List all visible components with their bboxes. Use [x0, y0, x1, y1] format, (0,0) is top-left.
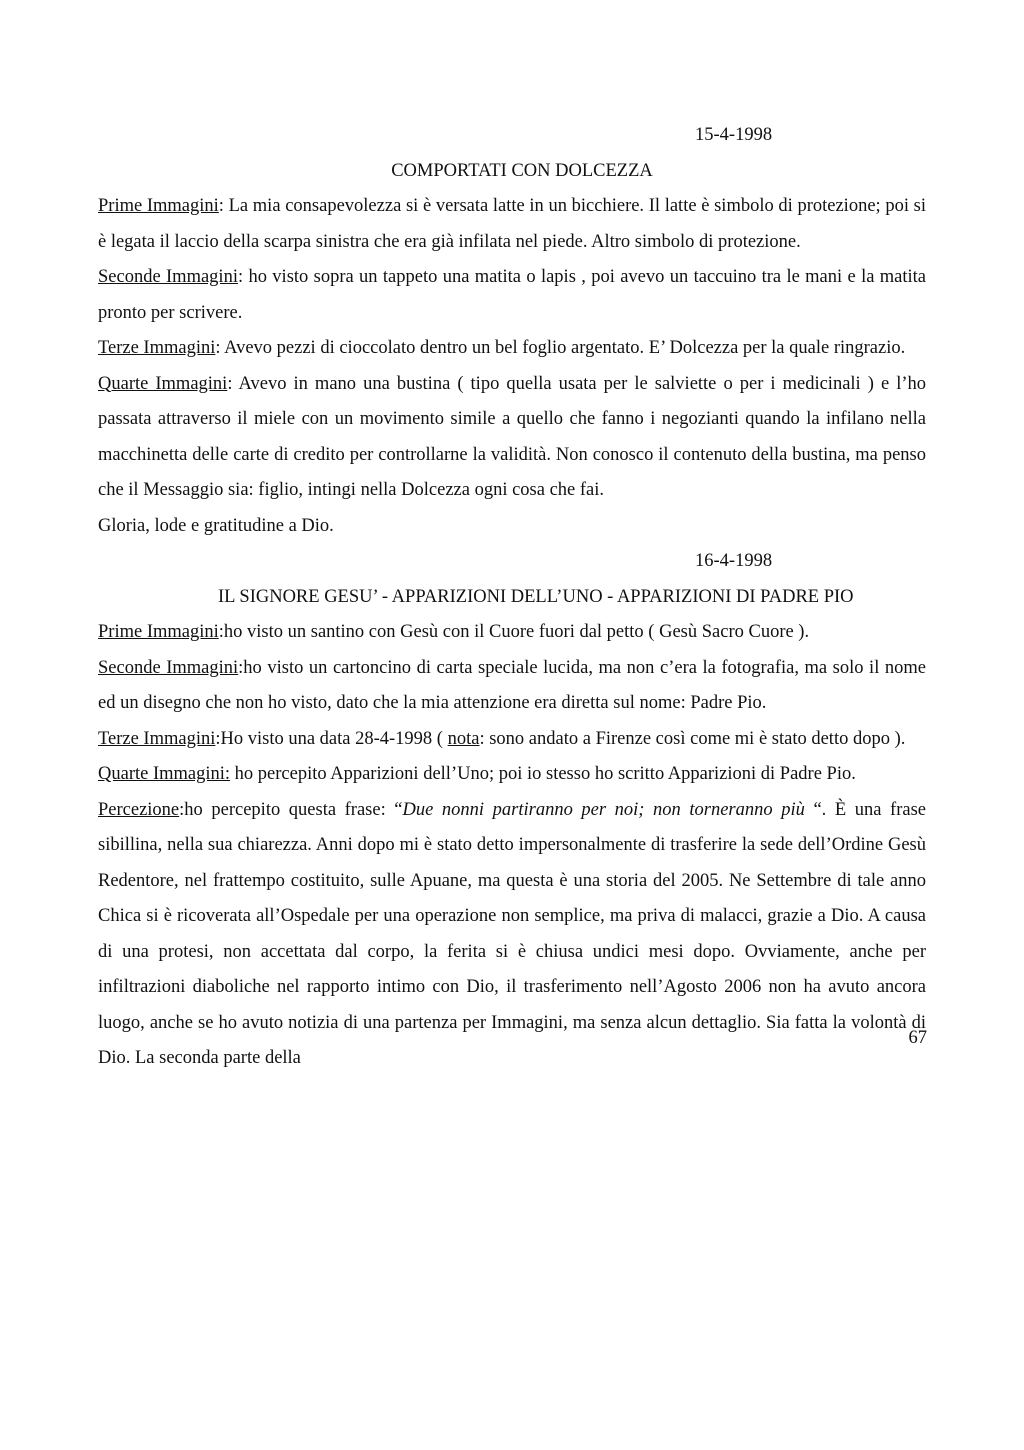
paragraph-terze-immagini [98, 722, 926, 758]
paragraph-seconde-immagini [98, 651, 926, 722]
entry-title: COMPORTATI CON DOLCEZZA [391, 160, 653, 181]
section-label: Terze Immagini [98, 728, 216, 749]
document-page [98, 118, 926, 1077]
section-label: Quarte Immagini [98, 373, 228, 394]
section-label: Prime Immagini [98, 622, 219, 642]
section-label: Terze Immagini [98, 338, 216, 358]
paragraph-text: : Avevo pezzi di cioccolato dentro un bel foglio argentato. E’ Dolcezza per la quale ringrazio. [215, 338, 906, 358]
entry-date: 15-4-1998 [695, 125, 773, 145]
paragraph-text: :ho percepito questa frase: “ [179, 799, 403, 820]
section-label: Quarte Immagini: [98, 764, 231, 784]
quoted-phrase: Due nonni partiranno per noi; non torneranno più [402, 799, 805, 820]
paragraph-text: ho percepito Apparizioni dell’Uno; poi io stesso ho scritto Apparizioni di Padre Pio. [230, 764, 856, 784]
page-number: 67 [908, 1028, 927, 1048]
entry-date: 16-4-1998 [695, 551, 773, 571]
note-label: nota [447, 728, 480, 749]
paragraph-quarte-immagini [98, 757, 926, 793]
section-label: Seconde Immagini [98, 657, 239, 678]
closing-line: Gloria, lode e gratitudine a Dio. [98, 515, 334, 536]
paragraph-prime-immagini [98, 615, 926, 651]
paragraph-text: :ho visto un cartoncino di carta speciale lucida, ma non c’era la fotografia, ma solo il nome ed un disegno che non ho visto, dato che la mia attenzione era diretta sul nome: Padre Pio. [98, 657, 926, 713]
paragraph-percezione [98, 793, 926, 1077]
paragraph-text: “. È una frase sibillina, nella sua chiarezza. Anni dopo mi è stato detto impersonalmente di trasferire la sede dell’Ordine Gesù Redentore, nel frattempo costituito, sulle Apuane, ma questa è una storia del 2005. Ne Settembre di tale anno Chica si è ricoverata all’Ospedale per una operazione non semplice, ma priva di malacci, grazie a Dio. A causa di una protesi, non accettata dal corpo, la ferita si è chiusa undici mesi dopo. Ovviamente, anche per infiltrazioni diaboliche nel rapporto intimo con Dio, il trasferimento nell’Agosto 2006 non ha avuto ancora luogo, anche se ho avuto notizia di una partenza per Immagini, ma senza alcun dettaglio. Sia fatta la volontà di Dio. La seconda parte della [98, 799, 926, 1068]
paragraph-terze-immagini [98, 331, 926, 367]
paragraph-text: : ho visto sopra un tappeto una matita o lapis , poi avevo un taccuino tra le mani e la matita pronto per scrivere. [98, 267, 927, 323]
section-label: Seconde Immagini [98, 267, 238, 287]
paragraph-text: :ho visto un santino con Gesù con il Cuore fuori dal petto ( Gesù Sacro Cuore ). [218, 622, 810, 642]
paragraph-text: : La mia consapevolezza si è versata latte in un bicchiere. Il latte è simbolo di protezione; poi si è legata il laccio della scarpa sinistra che era già infilata nel piede. Altro simbolo di protezione. [98, 196, 926, 252]
paragraph-text: :Ho visto una data 28-4-1998 ( [215, 728, 448, 749]
paragraph-text: : sono andato a Firenze così come mi è stato detto dopo ). [479, 728, 906, 749]
section-label: Prime Immagini [98, 196, 219, 216]
paragraph-quarte-immagini [98, 367, 926, 509]
paragraph-prime-immagini [98, 189, 926, 260]
paragraph-text: : Avevo in mano una bustina ( tipo quella usata per le salviette o per i medicinali ) e l’ho passata attraverso il miele con un movimento simile a quello che fanno i negozianti quando la infilano nella macchinetta delle carte di credito per controllarne la validità. Non conosco il contenuto della bustina, ma penso che il Messaggio sia: figlio, intingi nella Dolcezza ogni cosa che fai. [98, 373, 927, 500]
section-label: Percezione [98, 799, 180, 820]
paragraph-seconde-immagini [98, 260, 926, 331]
entry-title: IL SIGNORE GESU’ - APPARIZIONI DELL’UNO - APPARIZIONI DI PADRE PIO [218, 586, 854, 607]
